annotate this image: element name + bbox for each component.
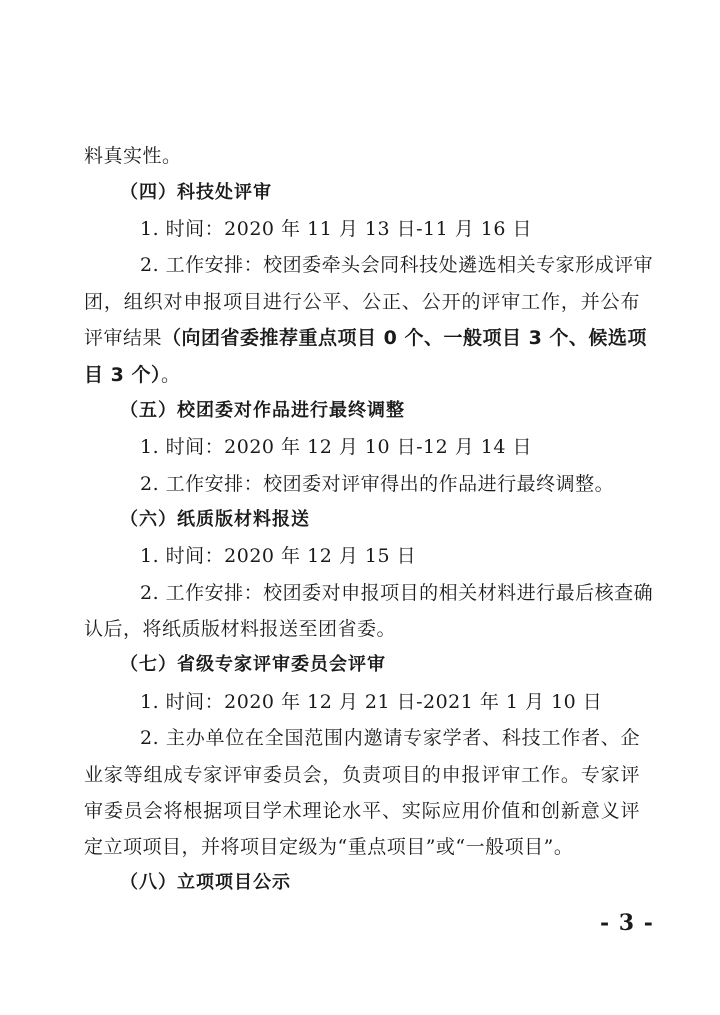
paragraph-line: [84, 325, 647, 351]
paragraph-line: 2. 工作安排：校团委对评审得出的作品进行最终调整。: [140, 473, 615, 495]
bold-recommendation-text: （向团省委推荐重点项目 0 个、一般项目 3 个、候选项: [162, 327, 647, 349]
paragraph-line: 2. 工作安排：校团委牵头会同科技处遴选相关专家形成评审: [140, 254, 654, 276]
paragraph-text: 评审结果: [84, 327, 163, 349]
section-heading-7: （七）省级专家评审委员会评审: [120, 654, 386, 675]
paragraph-line: 2. 主办单位在全国范围内邀请专家学者、科技工作者、企: [140, 727, 640, 749]
section-heading-8: （八）立项项目公示: [120, 872, 291, 893]
time-line: 1. 时间：2020 年 11 月 13 日-11 月 16 日: [140, 218, 532, 240]
section-heading-6: （六）纸质版材料报送: [120, 509, 310, 530]
paragraph-line: 2. 工作安排：校团委对申报项目的相关材料进行最后核查确: [140, 582, 654, 604]
time-line: 1. 时间：2020 年 12 月 10 日-12 月 14 日: [140, 436, 532, 458]
time-line: 1. 时间：2020 年 12 月 15 日: [140, 545, 417, 567]
time-line: 1. 时间：2020 年 12 月 21 日-2021 年 1 月 10 日: [140, 691, 603, 713]
section-heading-4: （四）科技处评审: [120, 182, 272, 203]
bold-recommendation-text: 目 3 个）: [84, 364, 161, 386]
paragraph-line: 定立项项目，并将项目定级为“重点项目”或“一般项目”。: [84, 836, 574, 858]
paragraph-line: 料真实性。: [84, 145, 182, 167]
paragraph-line: [84, 362, 180, 388]
page-number: - 3 -: [600, 910, 654, 936]
paragraph-line: 审委员会将根据项目学术理论水平、实际应用价值和创新意义评: [84, 800, 640, 822]
paragraph-text: 。: [160, 364, 181, 386]
paragraph-line: 团，组织对申报项目进行公平、公正、公开的评审工作，并公布: [84, 291, 640, 313]
paragraph-line: 业家等组成专家评审委员会，负责项目的申报评审工作。专家评: [84, 764, 640, 786]
section-heading-5: （五）校团委对作品进行最终调整: [120, 400, 405, 421]
paragraph-line: 认后，将纸质版材料报送至团省委。: [84, 618, 397, 640]
